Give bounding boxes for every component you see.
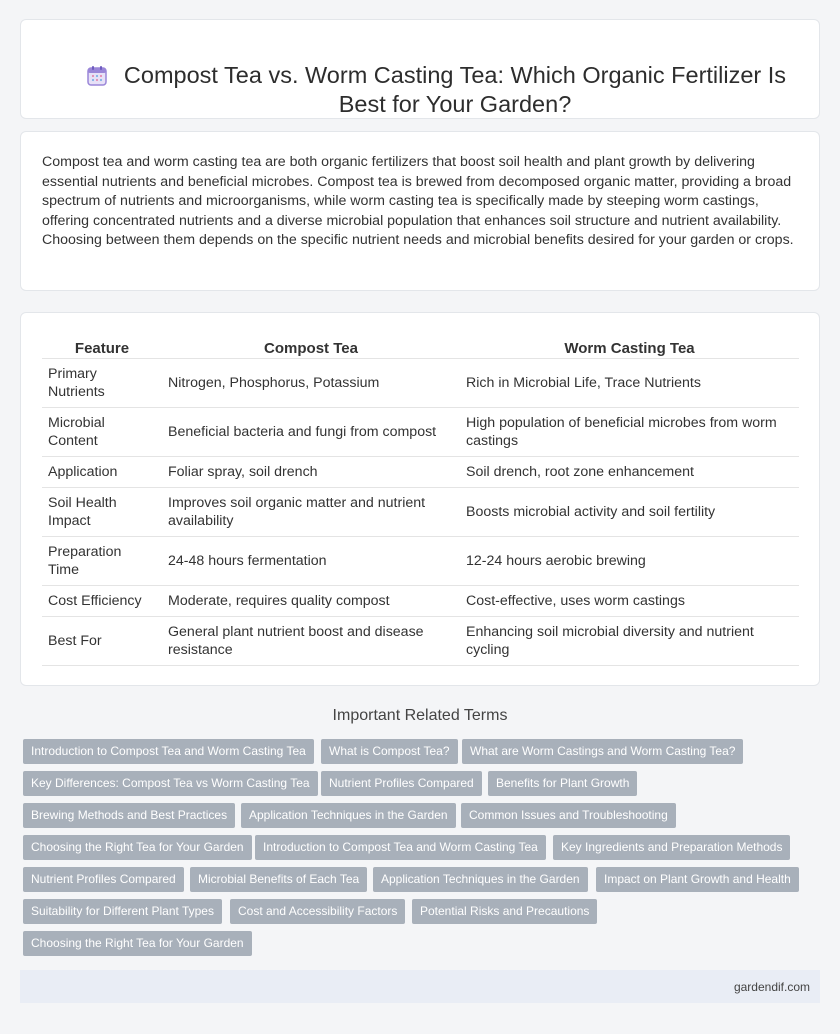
related-tag[interactable]: Nutrient Profiles Compared — [321, 771, 482, 796]
table-row — [42, 487, 799, 536]
cell-compost-tea: Nitrogen, Phosphorus, Potassium — [162, 358, 460, 407]
related-tag[interactable]: Key Differences: Compost Tea vs Worm Casting Tea — [23, 771, 318, 796]
related-tag[interactable]: What are Worm Castings and Worm Casting Tea? — [462, 739, 743, 764]
cell-worm-casting-tea: Boosts microbial activity and soil fertility — [460, 487, 799, 536]
related-tag[interactable]: Impact on Plant Growth and Health — [596, 867, 799, 892]
related-tag[interactable]: Benefits for Plant Growth — [488, 771, 637, 796]
table-row — [42, 358, 799, 407]
cell-feature: Cost Efficiency — [42, 585, 162, 616]
cell-compost-tea: Foliar spray, soil drench — [162, 456, 460, 487]
cell-feature: Preparation Time — [42, 536, 162, 585]
cell-feature: Application — [42, 456, 162, 487]
table-row — [42, 616, 799, 665]
header-compost-tea: Compost Tea — [162, 333, 460, 358]
related-tag[interactable]: Key Ingredients and Preparation Methods — [553, 835, 790, 860]
cell-feature: Microbial Content — [42, 407, 162, 456]
comparison-table — [42, 333, 799, 666]
cell-worm-casting-tea: Enhancing soil microbial diversity and nutrient cycling — [460, 616, 799, 665]
table-header-row — [42, 333, 799, 358]
cell-feature: Primary Nutrients — [42, 358, 162, 407]
related-tag[interactable]: Introduction to Compost Tea and Worm Casting Tea — [23, 739, 314, 764]
intro-paragraph: Compost tea and worm casting tea are both organic fertilizers that boost soil health and plant growth by delivering essential nutrients and beneficial microbes. Compost tea is brewed from decomposed organic matter, providing a broad spectrum of nutrients and microorganisms, while worm casting tea is specifically made by steeping worm castings, offering concentrated nutrients and a diverse microbial population that enhances soil structure and nutrient availability. Choosing between them depends on the specific nutrient needs and microbial benefits desired for your garden or crops. — [42, 154, 794, 249]
title-card — [20, 19, 820, 119]
related-tag[interactable]: Nutrient Profiles Compared — [23, 867, 184, 892]
related-tag[interactable]: Application Techniques in the Garden — [373, 867, 588, 892]
related-tag[interactable]: Cost and Accessibility Factors — [230, 899, 405, 924]
cell-compost-tea: Moderate, requires quality compost — [162, 585, 460, 616]
cell-compost-tea: General plant nutrient boost and disease resistance — [162, 616, 460, 665]
footer — [20, 970, 820, 1003]
cell-worm-casting-tea: 12-24 hours aerobic brewing — [460, 536, 799, 585]
cell-worm-casting-tea: Cost-effective, uses worm castings — [460, 585, 799, 616]
page-title: Compost Tea vs. Worm Casting Tea: Which Organic Fertilizer Is Best for Your Garden? — [123, 62, 787, 117]
related-tag[interactable]: Suitability for Different Plant Types — [23, 899, 222, 924]
footer-site[interactable]: gardendif.com — [733, 980, 810, 994]
table-row — [42, 407, 799, 456]
related-tag[interactable]: Microbial Benefits of Each Tea — [190, 867, 367, 892]
related-tag[interactable]: Choosing the Right Tea for Your Garden — [23, 931, 252, 956]
cell-compost-tea: Beneficial bacteria and fungi from compost — [162, 407, 460, 456]
header-feature: Feature — [42, 333, 162, 358]
table-row — [42, 536, 799, 585]
table-row — [42, 585, 799, 616]
related-tag[interactable]: Potential Risks and Precautions — [412, 899, 597, 924]
cell-worm-casting-tea: High population of beneficial microbes from worm castings — [460, 407, 799, 456]
table-row — [42, 456, 799, 487]
cell-feature: Best For — [42, 616, 162, 665]
related-tag[interactable]: Introduction to Compost Tea and Worm Casting Tea — [255, 835, 546, 860]
cell-worm-casting-tea: Rich in Microbial Life, Trace Nutrients — [460, 358, 799, 407]
related-tag[interactable]: Application Techniques in the Garden — [241, 803, 456, 828]
related-terms-title: Important Related Terms — [332, 707, 508, 724]
cell-feature: Soil Health Impact — [42, 487, 162, 536]
cell-compost-tea: 24-48 hours fermentation — [162, 536, 460, 585]
related-tag[interactable]: What is Compost Tea? — [321, 739, 458, 764]
cell-compost-tea: Improves soil organic matter and nutrient availability — [162, 487, 460, 536]
comparison-table-card — [20, 312, 820, 686]
intro-card — [20, 131, 820, 291]
related-tag[interactable]: Common Issues and Troubleshooting — [461, 803, 676, 828]
header-worm-casting-tea: Worm Casting Tea — [460, 333, 799, 358]
cell-worm-casting-tea: Soil drench, root zone enhancement — [460, 456, 799, 487]
related-tag[interactable]: Brewing Methods and Best Practices — [23, 803, 235, 828]
related-tag[interactable]: Choosing the Right Tea for Your Garden — [23, 835, 252, 860]
calendar-icon — [85, 64, 109, 88]
